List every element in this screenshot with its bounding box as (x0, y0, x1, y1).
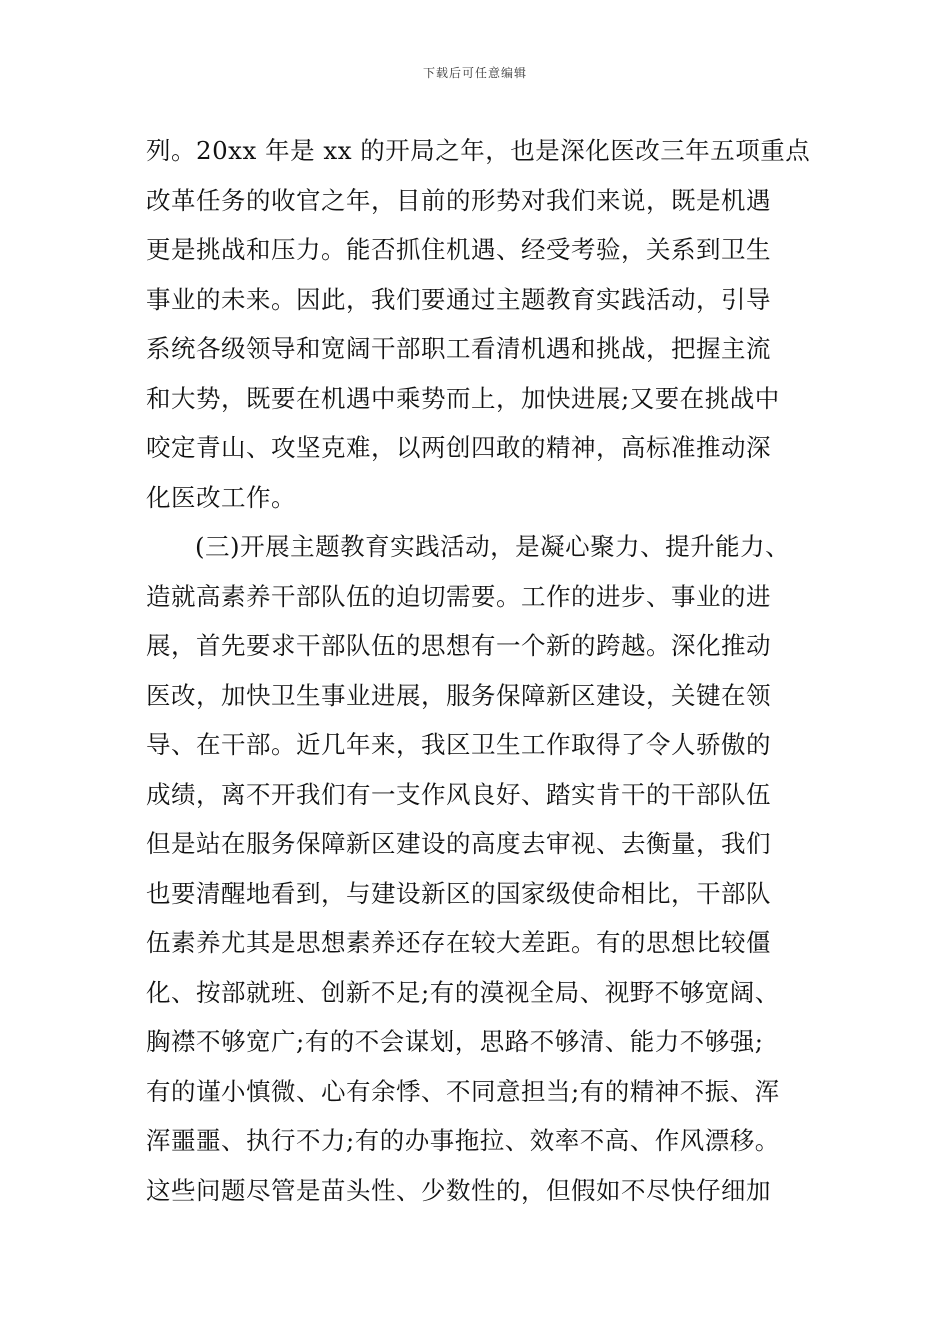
text-line: 也要清醒地看到，与建设新区的国家级使命相比，干部队 (146, 878, 771, 908)
text-line: 化医改工作。 (146, 482, 296, 512)
text-line: 这些问题尽管是苗头性、少数性的，但假如不尽快仔细加 (146, 1175, 771, 1205)
page-header: 下载后可任意编辑 (422, 66, 527, 80)
text-line: 伍素养尤其是思想素养还存在较大差距。有的思想比较僵 (146, 928, 771, 957)
text-line: 造就高素养干部队伍的迫切需要。工作的进步、事业的进 (146, 581, 771, 611)
text-line: 胸襟不够宽广;有的不会谋划，思路不够清、能力不够强; (146, 1027, 764, 1056)
text-line: 化、按部就班、创新不足;有的漠视全局、视野不够宽阔、 (146, 977, 780, 1007)
text-line: 但是站在服务保障新区建设的高度去审视、去衡量，我们 (146, 829, 771, 858)
text-line: 成绩，离不开我们有一支作风良好、踏实肯干的干部队伍 (146, 779, 771, 809)
paragraph-start-line: (三)开展主题教育实践活动，是凝心聚力、提升能力、 (195, 532, 791, 561)
text-line: 改革任务的收官之年，目前的形势对我们来说，既是机遇 (146, 185, 771, 215)
text-line: 浑噩噩、执行不力;有的办事拖拉、效率不高、作风漂移。 (146, 1126, 780, 1155)
text-line: 有的谨小慎微、心有余悸、不同意担当;有的精神不振、浑 (146, 1076, 780, 1106)
text-line: 咬定青山、攻坚克难，以两创四敢的精神，高标准推动深 (146, 433, 771, 462)
document-body (146, 126, 816, 1215)
text-line: 事业的未来。因此，我们要通过主题教育实践活动，引导 (146, 284, 771, 314)
text-line: 展，首先要求干部队伍的思想有一个新的跨越。深化推动 (146, 631, 771, 660)
text-line: 和大势，既要在机遇中乘势而上，加快进展;又要在挑战中 (146, 383, 780, 413)
text-line: 更是挑战和压力。能否抓住机遇、经受考验，关系到卫生 (146, 235, 771, 264)
text-line: 系统各级领导和宽阔干部职工看清机遇和挑战，把握主流 (146, 334, 771, 363)
text-line: 列。20xx 年是 xx 的开局之年，也是深化医改三年五项重点 (146, 136, 811, 165)
text-line: 医改，加快卫生事业进展，服务保障新区建设，关键在领 (146, 680, 771, 710)
text-line: 导、在干部。近几年来，我区卫生工作取得了令人骄傲的 (146, 730, 771, 759)
